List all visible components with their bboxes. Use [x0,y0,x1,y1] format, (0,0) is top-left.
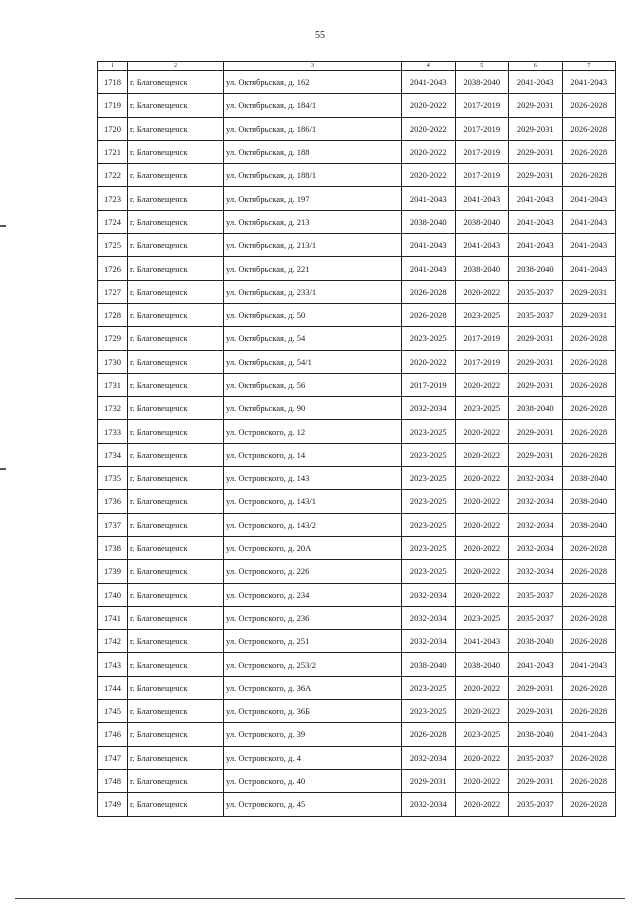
row-number-cell: 1727 [98,280,128,303]
table-row [98,280,616,303]
row-number-cell: 1718 [98,71,128,94]
table-row [98,117,616,140]
row-number-cell: 1726 [98,257,128,280]
row-number-cell: 1740 [98,583,128,606]
period-cell: 2020-2022 [455,536,509,559]
row-number-cell: 1748 [98,769,128,792]
period-cell: 2026-2028 [562,606,616,629]
row-number-cell: 1749 [98,793,128,816]
period-cell: 2026-2028 [562,769,616,792]
period-cell: 2038-2040 [509,630,563,653]
table-row [98,164,616,187]
period-cell: 2032-2034 [402,583,456,606]
period-cell: 2026-2028 [562,560,616,583]
table-row [98,71,616,94]
period-cell: 2023-2025 [402,467,456,490]
period-cell: 2017-2019 [402,373,456,396]
row-number-cell: 1744 [98,676,128,699]
period-cell: 2023-2025 [402,536,456,559]
period-cell: 2020-2022 [402,140,456,163]
period-cell: 2029-2031 [509,700,563,723]
period-cell: 2038-2040 [402,653,456,676]
address-cell: ул. Октябрьская, д. 188 [224,140,402,163]
period-cell: 2038-2040 [455,71,509,94]
address-cell: ул. Октябрьская, д. 56 [224,373,402,396]
address-cell: ул. Островского, д. 143/2 [224,513,402,536]
period-cell: 2017-2019 [455,94,509,117]
row-number-cell: 1729 [98,327,128,350]
period-cell: 2026-2028 [562,420,616,443]
period-cell: 2020-2022 [455,513,509,536]
city-cell: г. Благовещенск [128,350,224,373]
row-number-cell: 1741 [98,606,128,629]
address-cell: ул. Островского, д. 12 [224,420,402,443]
city-cell: г. Благовещенск [128,560,224,583]
period-cell: 2026-2028 [562,164,616,187]
period-cell: 2041-2043 [562,187,616,210]
period-cell: 2023-2025 [402,700,456,723]
city-cell: г. Благовещенск [128,653,224,676]
period-cell: 2026-2028 [562,443,616,466]
column-number-cell: 4 [402,62,456,71]
period-cell: 2020-2022 [455,583,509,606]
row-number-cell: 1728 [98,303,128,326]
period-cell: 2038-2040 [402,210,456,233]
period-cell: 2026-2028 [562,373,616,396]
address-cell: ул. Островского, д. 36Б [224,700,402,723]
table-row [98,630,616,653]
period-cell: 2038-2040 [562,490,616,513]
address-cell: ул. Октябрьская, д. 213 [224,210,402,233]
city-cell: г. Благовещенск [128,793,224,816]
period-cell: 2041-2043 [402,187,456,210]
city-cell: г. Благовещенск [128,583,224,606]
period-cell: 2041-2043 [562,257,616,280]
period-cell: 2029-2031 [509,420,563,443]
address-cell: ул. Островского, д. 253/2 [224,653,402,676]
address-cell: ул. Октябрьская, д. 90 [224,397,402,420]
period-cell: 2032-2034 [402,793,456,816]
bottom-divider [15,898,625,899]
table-row [98,793,616,816]
period-cell: 2020-2022 [402,350,456,373]
table-row [98,327,616,350]
period-cell: 2017-2019 [455,140,509,163]
period-cell: 2029-2031 [509,769,563,792]
address-cell: ул. Островского, д. 234 [224,583,402,606]
period-cell: 2029-2031 [509,373,563,396]
table-row [98,606,616,629]
row-number-cell: 1736 [98,490,128,513]
period-cell: 2035-2037 [509,303,563,326]
scan-edge-mark [0,225,6,227]
row-number-cell: 1735 [98,467,128,490]
period-cell: 2020-2022 [455,443,509,466]
period-cell: 2041-2043 [509,187,563,210]
period-cell: 2017-2019 [455,117,509,140]
city-cell: г. Благовещенск [128,769,224,792]
row-number-cell: 1722 [98,164,128,187]
period-cell: 2041-2043 [402,234,456,257]
period-cell: 2032-2034 [402,630,456,653]
city-cell: г. Благовещенск [128,513,224,536]
period-cell: 2041-2043 [562,71,616,94]
period-cell: 2023-2025 [402,513,456,536]
address-cell: ул. Островского, д. 143/1 [224,490,402,513]
address-cell: ул. Островского, д. 36А [224,676,402,699]
address-cell: ул. Октябрьская, д. 162 [224,71,402,94]
city-cell: г. Благовещенск [128,723,224,746]
city-cell: г. Благовещенск [128,71,224,94]
period-cell: 2020-2022 [402,117,456,140]
address-cell: ул. Октябрьская, д. 233/1 [224,280,402,303]
period-cell: 2035-2037 [509,583,563,606]
period-cell: 2023-2025 [402,560,456,583]
period-cell: 2020-2022 [455,560,509,583]
table-row [98,210,616,233]
row-number-cell: 1733 [98,420,128,443]
period-cell: 2017-2019 [455,350,509,373]
period-cell: 2032-2034 [509,560,563,583]
period-cell: 2041-2043 [402,71,456,94]
period-cell: 2020-2022 [455,373,509,396]
row-number-cell: 1731 [98,373,128,396]
period-cell: 2041-2043 [509,234,563,257]
period-cell: 2035-2037 [509,280,563,303]
table-row [98,257,616,280]
table-row [98,536,616,559]
city-cell: г. Благовещенск [128,420,224,443]
table-row [98,583,616,606]
table-row [98,560,616,583]
period-cell: 2023-2025 [402,443,456,466]
city-cell: г. Благовещенск [128,257,224,280]
period-cell: 2023-2025 [455,606,509,629]
address-cell: ул. Островского, д. 143 [224,467,402,490]
period-cell: 2041-2043 [402,257,456,280]
period-cell: 2020-2022 [455,420,509,443]
period-cell: 2032-2034 [509,536,563,559]
row-number-cell: 1739 [98,560,128,583]
period-cell: 2026-2028 [562,700,616,723]
city-cell: г. Благовещенск [128,490,224,513]
address-cell: ул. Октябрьская, д. 197 [224,187,402,210]
scan-edge-mark [0,468,6,470]
period-cell: 2026-2028 [562,746,616,769]
row-number-cell: 1746 [98,723,128,746]
period-cell: 2038-2040 [509,257,563,280]
address-cell: ул. Октябрьская, д. 184/1 [224,94,402,117]
period-cell: 2041-2043 [455,630,509,653]
period-cell: 2026-2028 [562,94,616,117]
row-number-cell: 1738 [98,536,128,559]
city-cell: г. Благовещенск [128,117,224,140]
period-cell: 2035-2037 [509,606,563,629]
city-cell: г. Благовещенск [128,746,224,769]
address-cell: ул. Островского, д. 39 [224,723,402,746]
period-cell: 2023-2025 [402,327,456,350]
period-cell: 2023-2025 [402,490,456,513]
city-cell: г. Благовещенск [128,234,224,257]
table-row [98,769,616,792]
period-cell: 2020-2022 [455,793,509,816]
city-cell: г. Благовещенск [128,676,224,699]
period-cell: 2032-2034 [402,606,456,629]
column-number-cell: 7 [562,62,616,71]
period-cell: 2023-2025 [455,397,509,420]
period-cell: 2020-2022 [455,676,509,699]
address-cell: ул. Островского, д. 20А [224,536,402,559]
table-row [98,467,616,490]
address-cell: ул. Островского, д. 251 [224,630,402,653]
period-cell: 2026-2028 [402,303,456,326]
period-cell: 2041-2043 [455,234,509,257]
period-cell: 2020-2022 [455,280,509,303]
row-number-cell: 1723 [98,187,128,210]
city-cell: г. Благовещенск [128,140,224,163]
period-cell: 2023-2025 [402,676,456,699]
address-cell: ул. Островского, д. 14 [224,443,402,466]
column-number-row [98,62,616,71]
city-cell: г. Благовещенск [128,700,224,723]
row-number-cell: 1743 [98,653,128,676]
period-cell: 2029-2031 [509,117,563,140]
table-row [98,700,616,723]
period-cell: 2041-2043 [509,71,563,94]
period-cell: 2026-2028 [402,280,456,303]
period-cell: 2038-2040 [562,513,616,536]
housing-repair-schedule-table [97,61,616,817]
period-cell: 2032-2034 [509,467,563,490]
row-number-cell: 1719 [98,94,128,117]
period-cell: 2020-2022 [455,769,509,792]
table-row [98,676,616,699]
period-cell: 2020-2022 [455,746,509,769]
row-number-cell: 1730 [98,350,128,373]
period-cell: 2041-2043 [562,723,616,746]
city-cell: г. Благовещенск [128,327,224,350]
period-cell: 2041-2043 [562,653,616,676]
period-cell: 2026-2028 [562,583,616,606]
table-row [98,373,616,396]
period-cell: 2038-2040 [509,723,563,746]
period-cell: 2020-2022 [455,700,509,723]
address-cell: ул. Октябрьская, д. 213/1 [224,234,402,257]
period-cell: 2029-2031 [509,140,563,163]
row-number-cell: 1724 [98,210,128,233]
table-body [98,62,616,817]
period-cell: 2026-2028 [402,723,456,746]
period-cell: 2032-2034 [509,513,563,536]
period-cell: 2029-2031 [509,350,563,373]
city-cell: г. Благовещенск [128,187,224,210]
period-cell: 2041-2043 [509,653,563,676]
address-cell: ул. Октябрьская, д. 221 [224,257,402,280]
table-row [98,490,616,513]
period-cell: 2035-2037 [509,793,563,816]
table-row [98,723,616,746]
address-cell: ул. Октябрьская, д. 186/1 [224,117,402,140]
table-row [98,513,616,536]
period-cell: 2026-2028 [562,350,616,373]
row-number-cell: 1747 [98,746,128,769]
city-cell: г. Благовещенск [128,280,224,303]
column-number-cell: 1 [98,62,128,71]
period-cell: 2035-2037 [509,746,563,769]
period-cell: 2038-2040 [455,653,509,676]
row-number-cell: 1720 [98,117,128,140]
page-number: 55 [315,30,325,41]
period-cell: 2032-2034 [402,397,456,420]
period-cell: 2029-2031 [509,94,563,117]
column-number-cell: 5 [455,62,509,71]
period-cell: 2026-2028 [562,397,616,420]
table-row [98,420,616,443]
period-cell: 2020-2022 [455,467,509,490]
city-cell: г. Благовещенск [128,467,224,490]
city-cell: г. Благовещенск [128,397,224,420]
period-cell: 2026-2028 [562,793,616,816]
period-cell: 2026-2028 [562,630,616,653]
period-cell: 2023-2025 [455,723,509,746]
table-row [98,303,616,326]
period-cell: 2029-2031 [562,303,616,326]
column-number-cell: 6 [509,62,563,71]
table-row [98,397,616,420]
address-cell: ул. Октябрьская, д. 54 [224,327,402,350]
period-cell: 2038-2040 [455,210,509,233]
address-cell: ул. Островского, д. 236 [224,606,402,629]
period-cell: 2041-2043 [455,187,509,210]
address-cell: ул. Октябрьская, д. 54/1 [224,350,402,373]
period-cell: 2023-2025 [402,420,456,443]
address-cell: ул. Островского, д. 4 [224,746,402,769]
period-cell: 2023-2025 [455,303,509,326]
address-cell: ул. Октябрьская, д. 50 [224,303,402,326]
period-cell: 2020-2022 [455,490,509,513]
row-number-cell: 1742 [98,630,128,653]
period-cell: 2041-2043 [509,210,563,233]
period-cell: 2029-2031 [562,280,616,303]
city-cell: г. Благовещенск [128,443,224,466]
period-cell: 2041-2043 [562,210,616,233]
table-row [98,350,616,373]
city-cell: г. Благовещенск [128,303,224,326]
period-cell: 2026-2028 [562,140,616,163]
row-number-cell: 1732 [98,397,128,420]
period-cell: 2020-2022 [402,94,456,117]
period-cell: 2032-2034 [509,490,563,513]
period-cell: 2029-2031 [509,327,563,350]
city-cell: г. Благовещенск [128,94,224,117]
table-row [98,653,616,676]
table-row [98,234,616,257]
period-cell: 2029-2031 [402,769,456,792]
period-cell: 2026-2028 [562,327,616,350]
row-number-cell: 1725 [98,234,128,257]
row-number-cell: 1734 [98,443,128,466]
city-cell: г. Благовещенск [128,164,224,187]
row-number-cell: 1745 [98,700,128,723]
period-cell: 2041-2043 [562,234,616,257]
period-cell: 2017-2019 [455,164,509,187]
city-cell: г. Благовещенск [128,536,224,559]
city-cell: г. Благовещенск [128,373,224,396]
period-cell: 2029-2031 [509,676,563,699]
period-cell: 2017-2019 [455,327,509,350]
period-cell: 2026-2028 [562,676,616,699]
city-cell: г. Благовещенск [128,210,224,233]
city-cell: г. Благовещенск [128,606,224,629]
period-cell: 2020-2022 [402,164,456,187]
address-cell: ул. Островского, д. 226 [224,560,402,583]
period-cell: 2038-2040 [455,257,509,280]
table-row [98,187,616,210]
period-cell: 2029-2031 [509,443,563,466]
table-row [98,140,616,163]
period-cell: 2038-2040 [562,467,616,490]
period-cell: 2032-2034 [402,746,456,769]
address-cell: ул. Октябрьская, д. 188/1 [224,164,402,187]
column-number-cell: 3 [224,62,402,71]
table-row [98,746,616,769]
column-number-cell: 2 [128,62,224,71]
period-cell: 2026-2028 [562,117,616,140]
period-cell: 2029-2031 [509,164,563,187]
table-row [98,443,616,466]
period-cell: 2026-2028 [562,536,616,559]
table-row [98,94,616,117]
address-cell: ул. Островского, д. 45 [224,793,402,816]
row-number-cell: 1737 [98,513,128,536]
period-cell: 2038-2040 [509,397,563,420]
city-cell: г. Благовещенск [128,630,224,653]
row-number-cell: 1721 [98,140,128,163]
address-cell: ул. Островского, д. 40 [224,769,402,792]
